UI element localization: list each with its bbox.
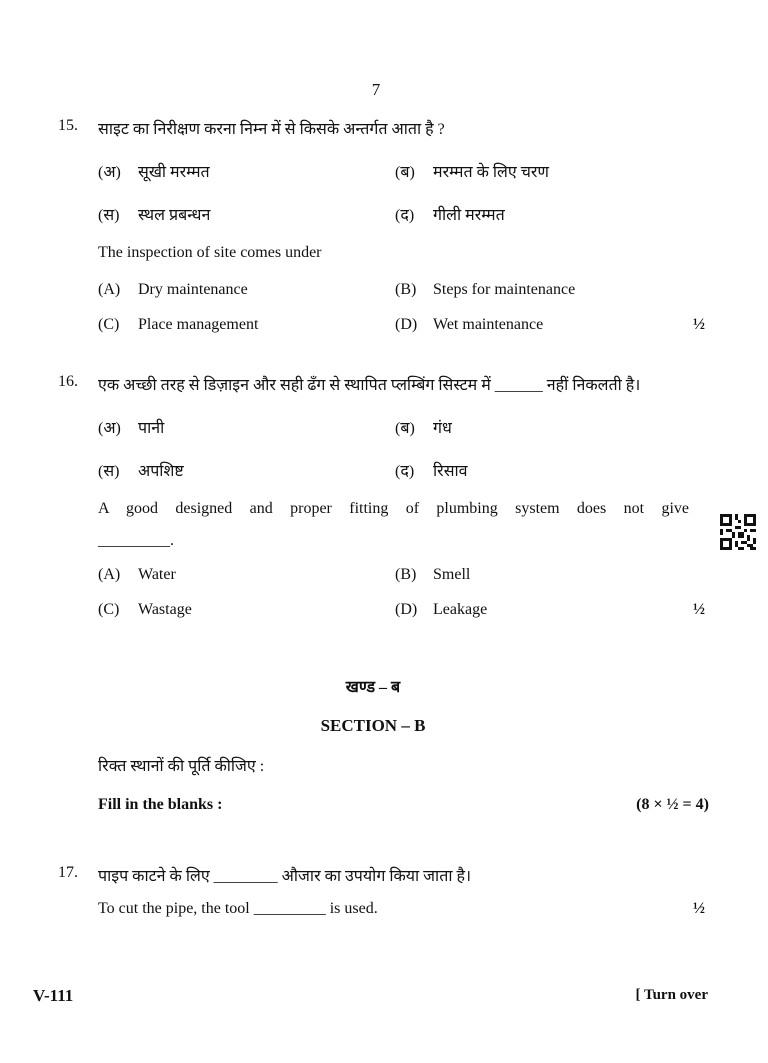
q16-option-c-text: Wastage bbox=[138, 601, 192, 618]
q15-option-d-label: (D) bbox=[395, 316, 418, 333]
question-17-hindi: पाइप काटने के लिए ________ औजार का उपयोग किया जाता है। bbox=[98, 868, 472, 885]
q16-option-a-text: Water bbox=[138, 566, 176, 583]
question-15-english: The inspection of site comes under bbox=[98, 244, 322, 261]
q16-hindi-option-b-label: (ब) bbox=[395, 420, 415, 437]
page-number: 7 bbox=[371, 80, 381, 99]
q16-option-b-text: Smell bbox=[433, 566, 471, 583]
section-marks: (8 × ½ = 4) bbox=[636, 796, 709, 813]
q15-hindi-option-a-label: (अ) bbox=[98, 164, 121, 181]
q15-option-b-text: Steps for maintenance bbox=[433, 281, 576, 298]
q15-hindi-option-a-text: सूखी मरम्मत bbox=[138, 164, 210, 181]
q16-option-d-label: (D) bbox=[395, 601, 418, 618]
q15-option-d-text: Wet maintenance bbox=[433, 316, 544, 333]
turn-over: [ Turn over bbox=[635, 987, 708, 1003]
question-15-number: 15. bbox=[58, 117, 78, 134]
question-15-hindi: साइट का निरीक्षण करना निम्न में से किसके अन्तर्गत आता है ? bbox=[98, 121, 445, 138]
q16-option-b-label: (B) bbox=[395, 566, 417, 583]
paper-code: V-111 bbox=[33, 986, 74, 1005]
q16-hindi-option-b-text: गंध bbox=[433, 420, 452, 437]
q15-option-c-label: (C) bbox=[98, 316, 120, 333]
q16-hindi-option-a-label: (अ) bbox=[98, 420, 121, 437]
q15-hindi-option-b-text: मरम्मत के लिए चरण bbox=[433, 164, 549, 181]
section-hindi-instruction: रिक्त स्थानों की पूर्ति कीजिए : bbox=[98, 758, 265, 775]
section-instruction: Fill in the blanks : bbox=[98, 796, 223, 813]
question-17-number: 17. bbox=[58, 864, 78, 881]
q15-option-c-text: Place management bbox=[138, 316, 259, 333]
q15-hindi-option-c-label: (स) bbox=[98, 207, 120, 224]
q17-marks: ½ bbox=[693, 900, 705, 917]
q16-hindi-option-d-text: रिसाव bbox=[433, 463, 468, 480]
question-16-english-line2: _________. bbox=[98, 532, 174, 549]
q16-option-d-text: Leakage bbox=[433, 601, 488, 618]
section-title: SECTION – B bbox=[320, 716, 426, 735]
q16-hindi-option-c-label: (स) bbox=[98, 463, 120, 480]
section-hindi-title: खण्ड – ब bbox=[345, 679, 401, 696]
q16-option-c-label: (C) bbox=[98, 601, 120, 618]
q16-hindi-option-a-text: पानी bbox=[138, 420, 165, 437]
question-17-english: To cut the pipe, the tool _________ is used. bbox=[98, 900, 378, 917]
q15-hindi-option-d-text: गीली मरम्मत bbox=[433, 207, 505, 224]
q15-option-a-label: (A) bbox=[98, 281, 121, 298]
q15-option-a-text: Dry maintenance bbox=[138, 281, 248, 298]
q15-hindi-option-c-text: स्थल प्रबन्धन bbox=[138, 207, 211, 224]
question-16-english-line1: A good designed and proper fitting of plumbing system does not give bbox=[98, 500, 689, 517]
q16-hindi-option-d-label: (द) bbox=[395, 463, 415, 480]
q15-option-b-label: (B) bbox=[395, 281, 417, 298]
q15-hindi-option-d-label: (द) bbox=[395, 207, 415, 224]
qr-code-icon bbox=[720, 514, 756, 550]
question-16-number: 16. bbox=[58, 373, 78, 390]
q16-marks: ½ bbox=[693, 601, 705, 618]
q16-hindi-option-c-text: अपशिष्ट bbox=[138, 463, 184, 480]
q15-marks: ½ bbox=[693, 316, 705, 333]
q16-option-a-label: (A) bbox=[98, 566, 121, 583]
question-16-hindi: एक अच्छी तरह से डिज़ाइन और सही ढँग से स्थापित प्लम्बिंग सिस्टम में ______ नहीं निकलती है। bbox=[98, 377, 641, 394]
q15-hindi-option-b-label: (ब) bbox=[395, 164, 415, 181]
